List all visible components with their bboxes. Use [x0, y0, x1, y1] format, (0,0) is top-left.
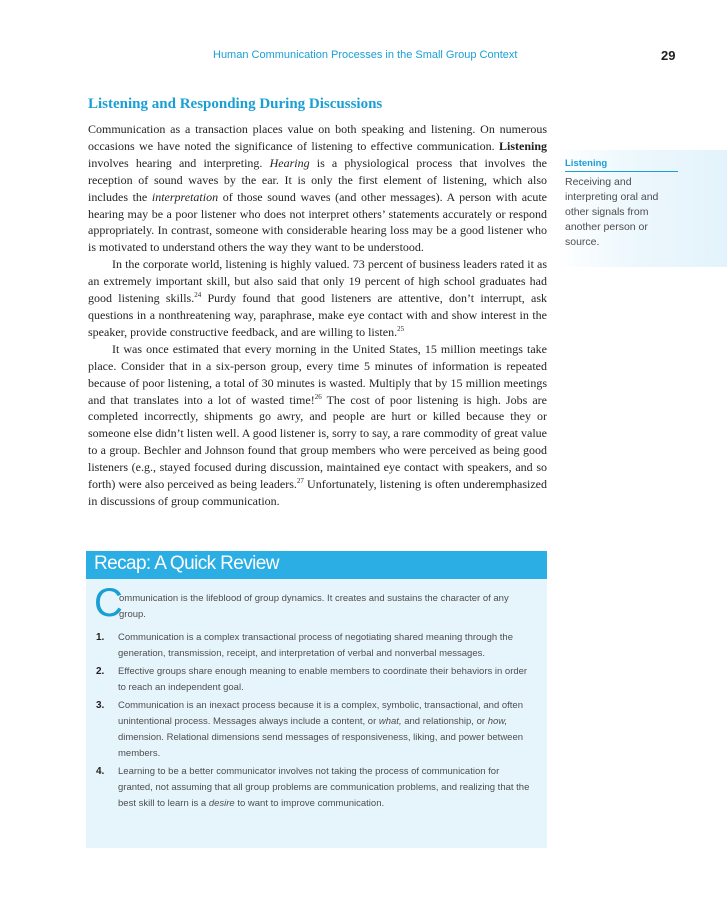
text-run: dimension. Relational dimensions send messages of responsiveness, liking, and power between members.: [118, 732, 524, 759]
recap-box: [86, 551, 547, 848]
text-run: The cost of poor listening is high. Jobs are completed incorrectly, shipments go awry, and people are hurt or killed because they or someone else didn’t listen well. A good listener is, sorry to say, a rare commodity of great value to a group. Bechler and Johnson found that group members who were perceived as being good listeners (e.g., stayed focused during discussion, maintained eye contact with speakers, and so forth) were also perceived as being leaders.: [88, 392, 547, 492]
italic-term-hearing: Hearing: [269, 155, 310, 170]
item-text: [118, 764, 536, 812]
italic-word: how,: [487, 716, 508, 727]
drop-cap: C: [94, 581, 123, 625]
text-run: is a physiological process that involves the reception of sound waves by the ear. It is only the first element of listening, which also includes the: [88, 155, 548, 204]
footnote-ref: 26: [314, 392, 322, 401]
paragraph: [88, 121, 547, 256]
text-run: involves hearing and interpreting.: [88, 155, 270, 170]
text-run: Communication is an inexact process because it is a complex, symbolic, transactional, and often unintentional process. Messages always include a content, or: [118, 700, 524, 727]
section-title: Listening and Responding During Discussions: [88, 96, 383, 112]
paragraph: [88, 341, 547, 510]
text-run: In the corporate world, listening is highly valued. 73 percent of business leaders rated it as an extremely important skill, but also said that only 19 percent of high school graduates had good listening skills.: [88, 257, 547, 306]
recap-title: Recap: A Quick Review: [94, 553, 279, 574]
recap-intro: ommunication is the lifeblood of group dynamics. It creates and sustains the character of any group.: [119, 593, 509, 620]
text-run: Communication as a transaction places value on both speaking and listening. On numerous occasions we have noted the significance of listening to effective communication.: [88, 122, 547, 153]
item-number: 4.: [96, 766, 105, 777]
page-number: 29: [661, 48, 676, 63]
item-number: 3.: [96, 700, 105, 711]
footnote-ref: 25: [397, 324, 405, 333]
italic-term-interpretation: interpretation: [151, 189, 219, 204]
text-run: Unfortunately, listening is often underemphasized in discussions of group communication.: [88, 477, 547, 508]
item-text: Effective groups share enough meaning to enable members to coordinate their behaviors in order to reach an independent goal.: [118, 666, 528, 693]
paragraph: [88, 256, 547, 341]
footnote-ref: 24: [194, 291, 202, 300]
text-run: to want to improve communication.: [234, 798, 385, 809]
italic-word: what,: [378, 716, 402, 727]
italic-word: desire: [208, 798, 235, 809]
body-text: [88, 121, 547, 510]
footnote-ref: 27: [296, 477, 304, 486]
text-run: It was once estimated that every morning in the United States, 15 million meetings take place. Consider that in a six-person group, every time 5 minutes of information is repeated because of poor listening, a total of 30 minutes is wasted. Multiply that by 15 million meetings and that translates into a lot of wasted time!: [88, 341, 547, 407]
list-item: [96, 764, 536, 812]
glossary-divider: [565, 171, 678, 172]
item-text: Communication is a complex transactional process of negotiating shared meaning through the generation, transmission, receipt, and interpretation of verbal and nonverbal messages.: [118, 632, 514, 659]
text-run: Purdy found that good listeners are attentive, don’t interrupt, ask questions in a nonthreatening way, paraphrase, make eye contact with and show interest in the speaker, provide constructive feedback, and are willing to listen.: [88, 291, 547, 339]
list-item: [96, 664, 536, 696]
item-number: 1.: [96, 632, 105, 643]
recap-header: [86, 551, 547, 579]
text-run: Learning to be a better communicator involves not taking the process of communication for granted, not assuming that all group problems are communication problems, and realizing that the best skill to learn is a: [118, 766, 530, 809]
list-item: [96, 630, 536, 662]
glossary-definition: Receiving and interpreting oral and other signals from another person or source.: [565, 176, 659, 248]
running-head: Human Communication Processes in the Small Group Context: [213, 49, 518, 61]
text-run: of those sound waves (and other messages). A person with acute hearing may be a poor listener who does not interpret others’ statements accurately or respond appropriately. In contrast, someone with considerable hearing loss may be a good listener who is motivated to understand others the way they want to be understood.: [88, 189, 548, 255]
key-term-listening: Listening: [498, 138, 547, 153]
glossary-term: Listening: [565, 158, 608, 169]
item-number: 2.: [96, 666, 105, 677]
recap-list: [96, 630, 536, 814]
item-text: [118, 698, 536, 762]
list-item: [96, 698, 536, 762]
text-run: and relationship, or: [401, 716, 488, 727]
